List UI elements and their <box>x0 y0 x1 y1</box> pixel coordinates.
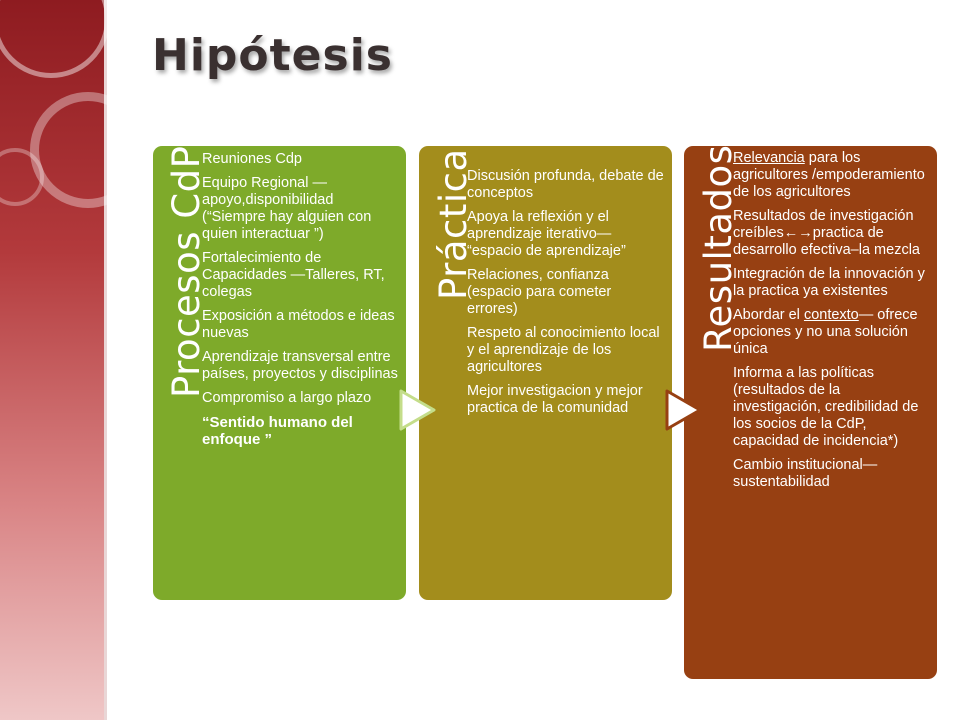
item-text: para los agricultores /empoderamiento de los agricultores <box>733 150 925 200</box>
list-item: Apoya la reflexión y el aprendizaje iterativo— “espacio de aprendizaje” <box>467 209 626 259</box>
item-text: Abordar el <box>733 307 804 323</box>
list-item: Discusión profunda, debate de conceptos <box>467 168 664 201</box>
decorative-circle <box>30 92 146 208</box>
panel-title-resultados: Resultados <box>697 144 740 352</box>
practica-list <box>467 168 665 424</box>
list-item: Cambio institucional— sustentabilidad <box>733 457 878 490</box>
procesos-list <box>202 151 398 455</box>
panel-title-procesos: Procesos CdP <box>165 145 208 398</box>
list-item <box>733 307 929 358</box>
list-item: Respeto al conocimiento local y el aprendizaje de los agricultores <box>467 325 660 375</box>
list-item: Compromiso a largo plazo <box>202 390 372 406</box>
list-item <box>733 150 929 201</box>
underlined-text: Relevancia <box>733 150 805 166</box>
list-item: Aprendizaje transversal entre países, proyectos y disciplinas <box>202 349 398 382</box>
slide-title: Hipótesis <box>152 30 393 81</box>
item-text: — ofrece opciones y no una solución única <box>733 307 918 357</box>
arrow-right-icon <box>664 388 704 432</box>
underlined-text: contexto <box>803 307 859 323</box>
panel-procesos-cdp <box>153 146 406 600</box>
list-item: Exposición a métodos e ideas nuevas <box>202 308 395 341</box>
list-item: Integración de la innovación y la practica ya existentes <box>733 266 925 299</box>
panel-practica <box>419 146 672 600</box>
list-item: “Sentido humano del enfoque ” <box>202 414 353 448</box>
list-item: Mejor investigacion y mejor practica de la comunidad <box>467 383 643 416</box>
list-item: Relaciones, confianza (espacio para cometer errores) <box>467 267 612 317</box>
panel-title-practica: Práctica <box>432 148 475 300</box>
list-item: Reuniones Cdp <box>202 151 302 167</box>
list-item: Equipo Regional — apoyo,disponibilidad (“Siempre hay alguien con quien interactuar ”) <box>202 175 372 242</box>
list-item: Fortalecimiento de Capacidades —Talleres, RT, colegas <box>202 250 385 300</box>
resultados-list <box>733 150 929 498</box>
list-item: Resultados de investigación creíbles←→practica de desarrollo efectiva–la mezcla <box>733 208 920 258</box>
list-item: Informa a las políticas (resultados de la investigación, credibilidad de los socios de la CdP, capacidad de incidencia*) <box>733 365 919 449</box>
panel-resultados <box>684 146 937 679</box>
arrow-right-icon <box>398 388 438 432</box>
